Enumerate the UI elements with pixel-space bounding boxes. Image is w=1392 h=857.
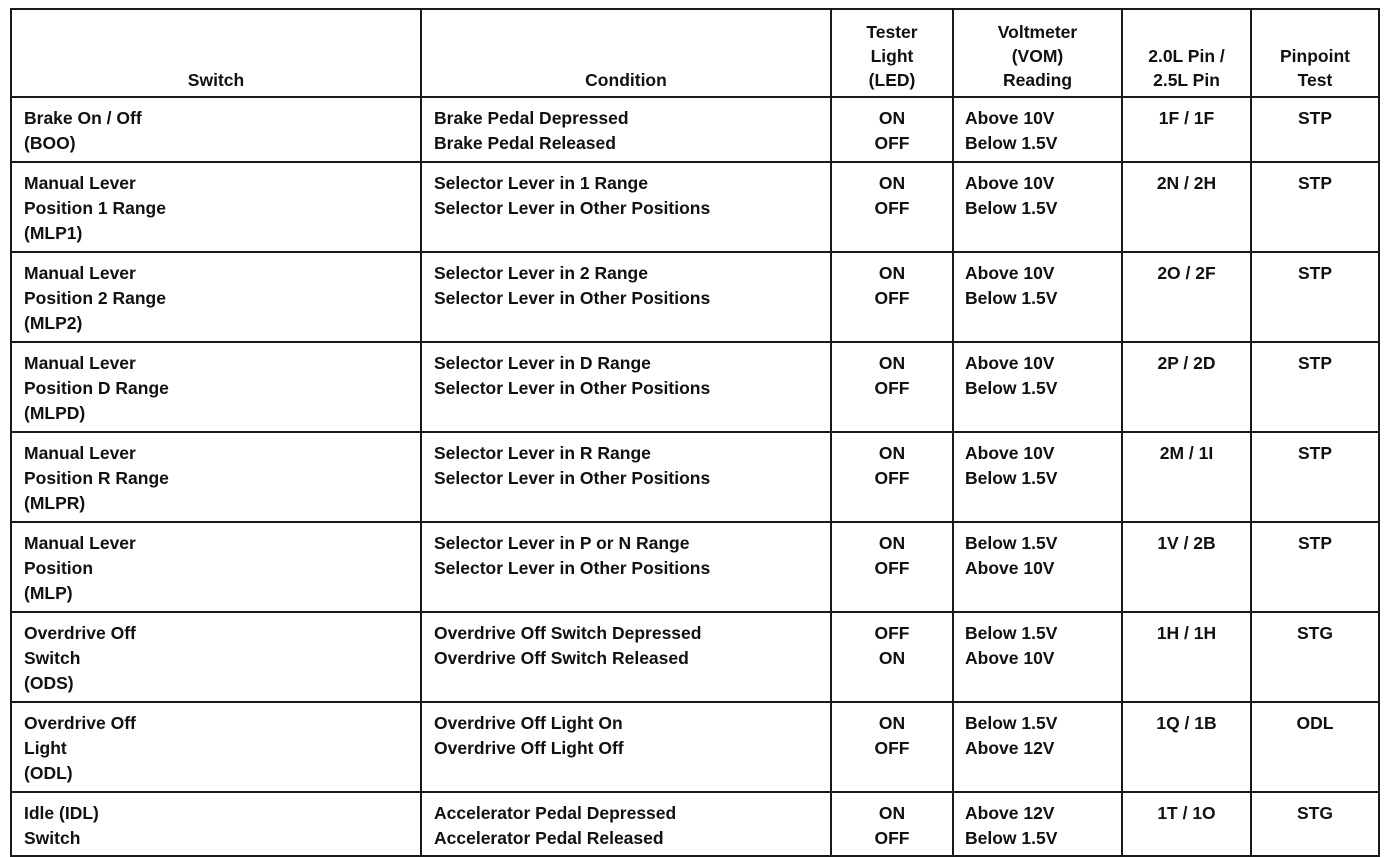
table-row: [11, 702, 1379, 792]
tester-light-cell: [831, 522, 953, 612]
tester-light-cell-line: ON: [878, 353, 906, 373]
switch-cell-line: Switch: [24, 648, 81, 668]
tester-light-cell-line: OFF: [874, 738, 910, 758]
voltmeter-cell-line: Below 1.5V: [965, 713, 1058, 733]
voltmeter-cell-line: Above 10V: [965, 443, 1055, 463]
pin-cell: [1122, 612, 1251, 702]
switch-cell-line: (MLPR): [24, 493, 86, 513]
condition-cell-line: Selector Lever in Other Positions: [434, 468, 711, 488]
condition-cell: [421, 432, 831, 522]
voltmeter-cell-line: Above 10V: [965, 263, 1055, 283]
pin-cell-value: 1F / 1F: [1158, 108, 1215, 128]
switch-cell-line: (ODS): [24, 673, 74, 693]
tester-light-cell-line: OFF: [874, 828, 910, 848]
voltmeter-cell-line: Above 12V: [965, 738, 1055, 758]
switch-cell: [11, 342, 421, 432]
switch-cell-line: Position D Range: [24, 378, 169, 398]
pin-cell: [1122, 252, 1251, 342]
header-pin: [1122, 9, 1251, 97]
table-row: [11, 522, 1379, 612]
condition-cell: [421, 342, 831, 432]
header-row: [11, 9, 1379, 97]
table-row: [11, 162, 1379, 252]
switch-cell-line: Manual Lever: [24, 533, 136, 553]
tester-light-cell-line: ON: [878, 648, 906, 668]
switch-cell-line: Brake On / Off: [24, 108, 142, 128]
tester-light-cell-line: OFF: [874, 133, 910, 153]
tester-light-cell-line: OFF: [874, 288, 910, 308]
pinpoint-test-cell: [1251, 522, 1379, 612]
condition-cell-line: Selector Lever in 2 Range: [434, 263, 648, 283]
switch-cell: [11, 702, 421, 792]
condition-cell: [421, 612, 831, 702]
condition-cell-line: Selector Lever in R Range: [434, 443, 651, 463]
pin-cell-value: 1Q / 1B: [1156, 713, 1217, 733]
condition-cell-line: Selector Lever in Other Positions: [434, 558, 711, 578]
pin-cell: [1122, 792, 1251, 856]
header-pinpoint-test: [1251, 9, 1379, 97]
header-condition: [421, 9, 831, 97]
switch-cell-line: (BOO): [24, 133, 76, 153]
tester-light-cell: [831, 612, 953, 702]
pinpoint-test-cell: [1251, 252, 1379, 342]
switch-cell: [11, 432, 421, 522]
voltmeter-cell-line: Above 10V: [965, 648, 1055, 668]
switch-cell-line: Switch: [24, 828, 81, 848]
tester-light-cell: [831, 97, 953, 162]
voltmeter-cell-line: Below 1.5V: [965, 288, 1058, 308]
switch-test-table: [10, 8, 1380, 857]
condition-cell-line: Brake Pedal Depressed: [434, 108, 629, 128]
pinpoint-test-cell: [1251, 792, 1379, 856]
pinpoint-test-cell-value: STP: [1297, 443, 1333, 463]
pinpoint-test-cell-value: STP: [1297, 173, 1333, 193]
switch-cell-line: Light: [24, 738, 67, 758]
tester-light-cell: [831, 702, 953, 792]
switch-cell-line: Position 2 Range: [24, 288, 166, 308]
tester-light-cell-line: ON: [878, 108, 906, 128]
voltmeter-cell: [953, 522, 1122, 612]
switch-cell-line: Overdrive Off: [24, 713, 136, 733]
pin-cell: [1122, 162, 1251, 252]
voltmeter-cell: [953, 342, 1122, 432]
switch-cell: [11, 97, 421, 162]
header-text-line: 2.0L Pin /: [1148, 46, 1225, 66]
voltmeter-cell-line: Above 10V: [965, 353, 1055, 373]
switch-cell-line: (MLP2): [24, 313, 83, 333]
condition-cell-line: Brake Pedal Released: [434, 133, 616, 153]
pinpoint-test-cell-value: STG: [1297, 623, 1333, 643]
switch-cell-line: Manual Lever: [24, 353, 136, 373]
voltmeter-cell-line: Below 1.5V: [965, 828, 1058, 848]
switch-cell-line: (MLPD): [24, 403, 86, 423]
tester-light-cell: [831, 162, 953, 252]
switch-cell-line: Manual Lever: [24, 443, 136, 463]
switch-cell-line: Manual Lever: [24, 263, 136, 283]
pinpoint-test-cell: [1251, 432, 1379, 522]
pin-cell: [1122, 97, 1251, 162]
pinpoint-test-cell: [1251, 702, 1379, 792]
switch-cell-line: Position R Range: [24, 468, 169, 488]
voltmeter-cell-line: Below 1.5V: [965, 468, 1058, 488]
pin-cell-value: 1H / 1H: [1156, 623, 1217, 643]
pinpoint-test-cell-value: ODL: [1296, 713, 1334, 733]
condition-cell-line: Selector Lever in P or N Range: [434, 533, 690, 553]
switch-cell-line: Position 1 Range: [24, 198, 166, 218]
header-text-line: (VOM): [1011, 46, 1064, 66]
condition-cell-line: Selector Lever in Other Positions: [434, 378, 711, 398]
switch-cell: [11, 252, 421, 342]
condition-cell: [421, 702, 831, 792]
pinpoint-test-cell-value: STP: [1297, 263, 1333, 283]
condition-cell-line: Overdrive Off Switch Depressed: [434, 623, 702, 643]
condition-cell-line: Accelerator Pedal Depressed: [434, 803, 677, 823]
pinpoint-test-cell-value: STG: [1297, 803, 1333, 823]
condition-cell: [421, 522, 831, 612]
table-row: [11, 792, 1379, 856]
tester-light-cell-line: OFF: [874, 558, 910, 578]
voltmeter-cell-line: Below 1.5V: [965, 378, 1058, 398]
pinpoint-test-cell-value: STP: [1297, 108, 1333, 128]
condition-cell: [421, 792, 831, 856]
pin-cell: [1122, 522, 1251, 612]
condition-cell-line: Overdrive Off Light Off: [434, 738, 624, 758]
header-text-line: Switch: [187, 70, 245, 90]
pinpoint-test-cell: [1251, 342, 1379, 432]
voltmeter-cell: [953, 612, 1122, 702]
voltmeter-cell: [953, 702, 1122, 792]
table-row: [11, 252, 1379, 342]
pin-cell-value: 1V / 2B: [1157, 533, 1216, 553]
switch-cell: [11, 612, 421, 702]
header-voltmeter-reading: [953, 9, 1122, 97]
tester-light-cell: [831, 252, 953, 342]
voltmeter-cell: [953, 97, 1122, 162]
switch-cell-line: (MLP1): [24, 223, 83, 243]
voltmeter-cell-line: Above 10V: [965, 173, 1055, 193]
condition-cell-line: Overdrive Off Light On: [434, 713, 623, 733]
pin-cell: [1122, 432, 1251, 522]
pinpoint-test-cell: [1251, 97, 1379, 162]
voltmeter-cell-line: Below 1.5V: [965, 623, 1058, 643]
pinpoint-test-cell: [1251, 162, 1379, 252]
voltmeter-cell-line: Above 12V: [965, 803, 1055, 823]
switch-cell-line: (MLP): [24, 583, 73, 603]
voltmeter-cell: [953, 432, 1122, 522]
header-text-line: (LED): [868, 70, 916, 90]
tester-light-cell-line: OFF: [874, 623, 910, 643]
tester-light-cell-line: ON: [878, 173, 906, 193]
switch-cell: [11, 162, 421, 252]
table-row: [11, 432, 1379, 522]
voltmeter-cell-line: Below 1.5V: [965, 533, 1058, 553]
pin-cell-value: 2N / 2H: [1156, 173, 1217, 193]
tester-light-cell-line: OFF: [874, 198, 910, 218]
switch-cell-line: Idle (IDL): [24, 803, 99, 823]
condition-cell-line: Selector Lever in 1 Range: [434, 173, 648, 193]
condition-cell-line: Accelerator Pedal Released: [434, 828, 664, 848]
condition-cell-line: Selector Lever in Other Positions: [434, 288, 711, 308]
voltmeter-cell-line: Below 1.5V: [965, 133, 1058, 153]
tester-light-cell-line: ON: [878, 443, 906, 463]
table-body: [11, 97, 1379, 856]
switch-cell-line: (ODL): [24, 763, 73, 783]
switch-cell: [11, 792, 421, 856]
header-text-line: Test: [1297, 70, 1333, 90]
header-text-line: Condition: [585, 70, 667, 90]
tester-light-cell: [831, 432, 953, 522]
voltmeter-cell: [953, 252, 1122, 342]
switch-cell: [11, 522, 421, 612]
condition-cell: [421, 97, 831, 162]
pinpoint-test-cell: [1251, 612, 1379, 702]
header-text-line: Voltmeter: [997, 22, 1078, 42]
voltmeter-cell-line: Above 10V: [965, 558, 1055, 578]
voltmeter-cell: [953, 792, 1122, 856]
switch-cell-line: Overdrive Off: [24, 623, 136, 643]
tester-light-cell-line: ON: [878, 713, 906, 733]
pinpoint-test-cell-value: STP: [1297, 533, 1333, 553]
pin-cell-value: 1T / 1O: [1157, 803, 1216, 823]
condition-cell: [421, 252, 831, 342]
header-text-line: Light: [870, 46, 914, 66]
voltmeter-cell-line: Below 1.5V: [965, 198, 1058, 218]
tester-light-cell: [831, 792, 953, 856]
voltmeter-cell: [953, 162, 1122, 252]
header-text-line: Pinpoint: [1280, 46, 1350, 66]
pin-cell-value: 2M / 1I: [1159, 443, 1214, 463]
pin-cell-value: 2O / 2F: [1157, 263, 1216, 283]
tester-light-cell-line: ON: [878, 533, 906, 553]
tester-light-cell-line: OFF: [874, 378, 910, 398]
pin-cell: [1122, 702, 1251, 792]
switch-cell-line: Position: [24, 558, 94, 578]
pinpoint-test-cell-value: STP: [1297, 353, 1333, 373]
tester-light-cell-line: OFF: [874, 468, 910, 488]
condition-cell-line: Overdrive Off Switch Released: [434, 648, 689, 668]
table-row: [11, 97, 1379, 162]
condition-cell-line: Selector Lever in D Range: [434, 353, 651, 373]
condition-cell-line: Selector Lever in Other Positions: [434, 198, 711, 218]
pin-cell: [1122, 342, 1251, 432]
tester-light-cell: [831, 342, 953, 432]
header-text-line: Reading: [1002, 70, 1073, 90]
header-tester-light: [831, 9, 953, 97]
switch-cell-line: Manual Lever: [24, 173, 136, 193]
tester-light-cell-line: ON: [878, 803, 906, 823]
voltmeter-cell-line: Above 10V: [965, 108, 1055, 128]
condition-cell: [421, 162, 831, 252]
header-text-line: 2.5L Pin: [1153, 70, 1220, 90]
tester-light-cell-line: ON: [878, 263, 906, 283]
header-switch: [11, 9, 421, 97]
header-text-line: Tester: [866, 22, 918, 42]
table-row: [11, 612, 1379, 702]
pin-cell-value: 2P / 2D: [1157, 353, 1216, 373]
table-row: [11, 342, 1379, 432]
